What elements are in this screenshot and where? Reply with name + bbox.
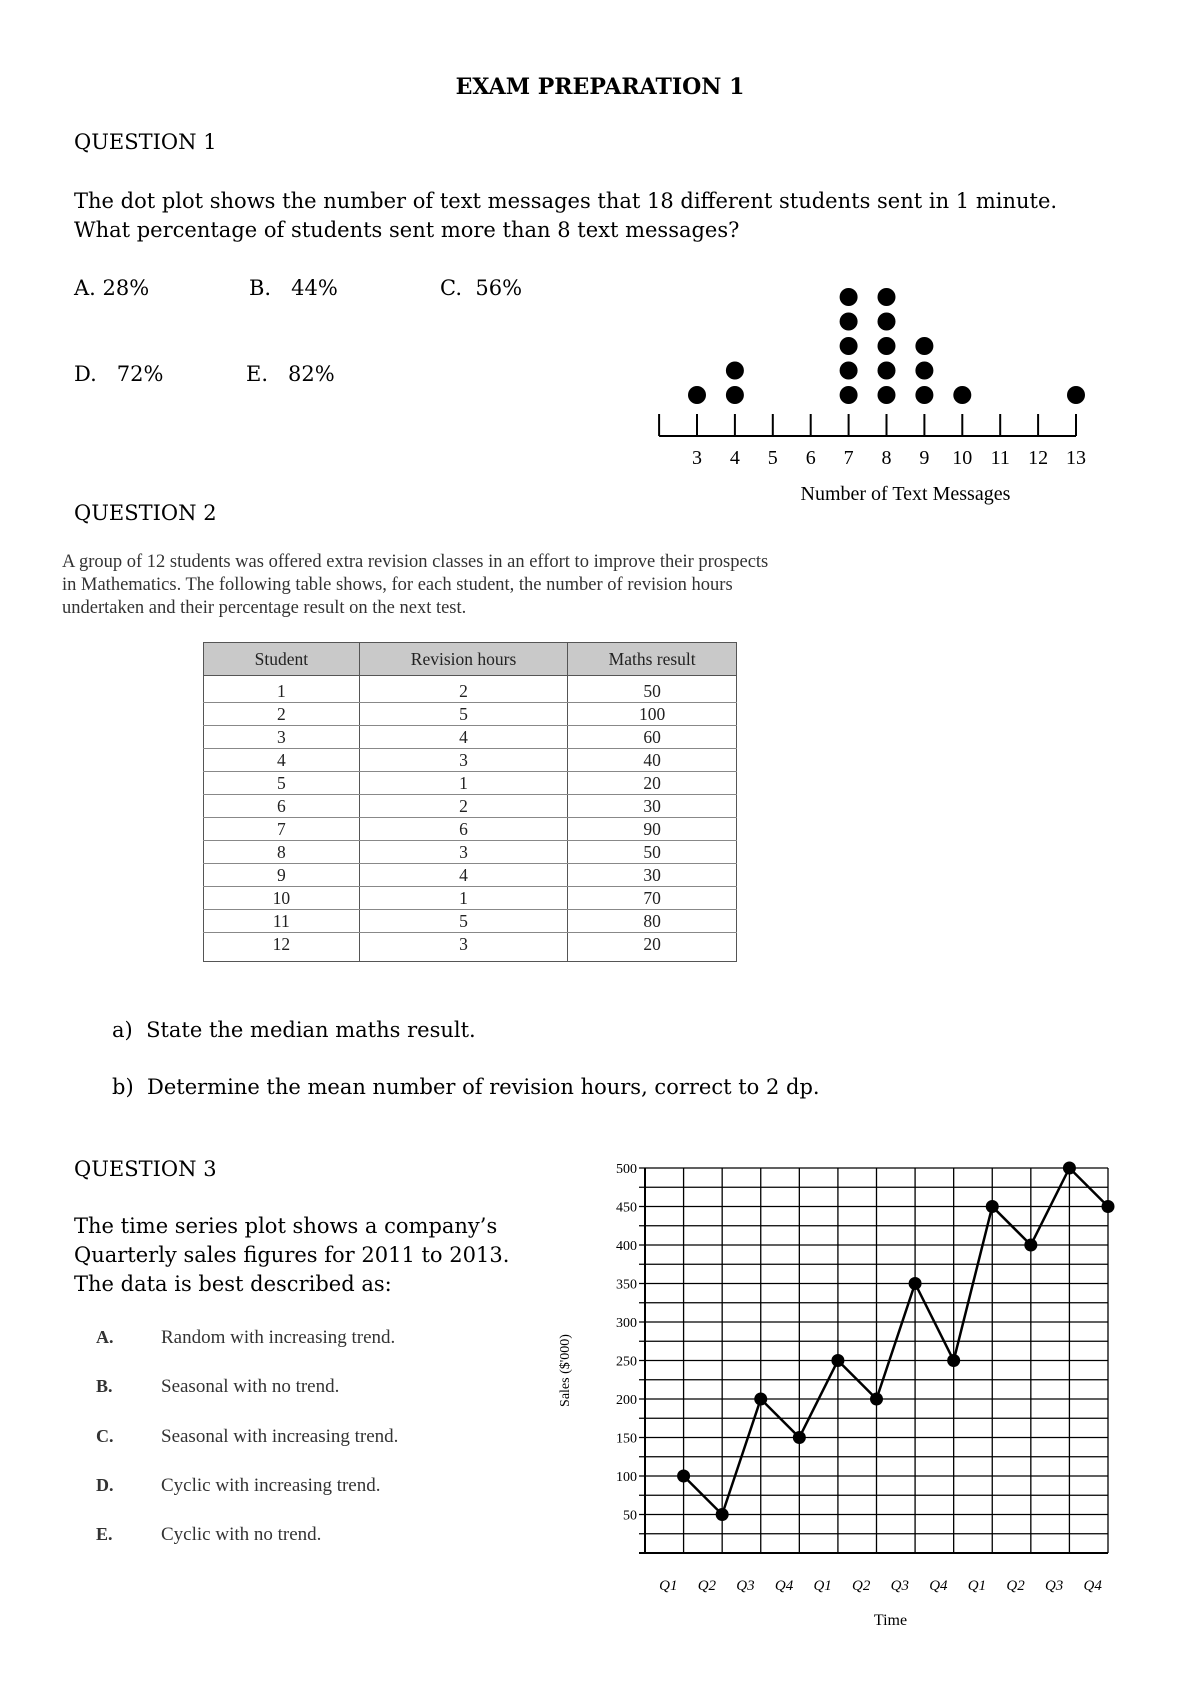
y-tick-label: 200 [616, 1393, 637, 1408]
x-tick-label: Q1 [659, 1578, 678, 1594]
cell-student: 11 [204, 910, 360, 933]
part-label: b) [112, 1075, 134, 1099]
cell-student: 1 [204, 676, 360, 703]
cell-revision-hours: 3 [359, 933, 568, 962]
question-3-text-line2: Quarterly sales figures for 2011 to 2013. [74, 1243, 510, 1267]
dot-plot-tick-label: 5 [767, 447, 778, 469]
page-title: EXAM PREPARATION 1 [455, 74, 745, 100]
part-label: a) [112, 1018, 133, 1042]
question-1-text-line2: What percentage of students sent more than 8 text messages? [74, 218, 740, 242]
cell-student: 9 [204, 864, 360, 887]
option-letter: A. [96, 1327, 114, 1347]
cell-maths-result: 90 [568, 818, 737, 841]
y-tick-label: 50 [623, 1508, 637, 1524]
x-tick-label: Q4 [774, 1578, 794, 1594]
table-header-row [204, 643, 737, 676]
dot-plot-dot [878, 362, 896, 380]
option-value: 56% [475, 276, 523, 300]
y-tick-label: 250 [616, 1354, 637, 1370]
option-value: 72% [116, 362, 164, 386]
cell-student: 2 [204, 703, 360, 726]
cell-maths-result: 50 [568, 676, 737, 703]
option-value: 28% [102, 276, 150, 300]
x-tick-label: Q2 [1006, 1578, 1025, 1594]
series-point [793, 1431, 806, 1444]
series-point [716, 1508, 729, 1521]
dot-plot-tick-label: 12 [1028, 447, 1049, 469]
cell-maths-result: 60 [568, 726, 737, 749]
y-tick-label: 300 [616, 1316, 637, 1331]
time-series-chart [545, 1148, 1120, 1628]
dot-plot-dot [726, 386, 744, 404]
series-point [1102, 1200, 1115, 1213]
option-text: Cyclic with no trend. [161, 1524, 322, 1545]
question-3-text-line1: The time series plot shows a company’s [74, 1214, 498, 1238]
cell-maths-result: 20 [568, 933, 737, 962]
dot-plot-tick-label: 13 [1066, 447, 1086, 469]
option-letter: D. [74, 362, 97, 386]
q1-option-d [74, 362, 163, 386]
dot-plot-tick-label: 7 [843, 447, 854, 469]
cell-revision-hours: 4 [359, 726, 568, 749]
dot-plot-dot [878, 386, 896, 404]
table-row [204, 910, 737, 933]
question-2-part-b [112, 1075, 820, 1099]
cell-revision-hours: 4 [359, 864, 568, 887]
dot-plot-dot [840, 337, 858, 355]
table-row [204, 795, 737, 818]
dot-plot-dot [878, 313, 896, 331]
cell-revision-hours: 3 [359, 749, 568, 772]
x-tick-label: Q4 [1083, 1578, 1102, 1594]
table-row [204, 676, 737, 703]
column-header-revision-hours: Revision hours [359, 643, 568, 676]
option-letter: A. [74, 276, 96, 300]
dot-plot-chart [640, 270, 1110, 520]
x-tick-label: Q1 [967, 1578, 987, 1594]
series-point [870, 1393, 883, 1406]
question-3-text-line3: The data is best described as: [74, 1272, 392, 1296]
dot-plot-dot [688, 386, 706, 404]
dot-plot-tick-label: 11 [990, 447, 1010, 469]
part-text: State the median maths result. [146, 1018, 476, 1042]
series-point [677, 1470, 690, 1483]
question-1-text-line1: The dot plot shows the number of text messages that 18 different students sent in 1 minute. [74, 189, 1058, 213]
column-header-maths-result: Maths result [568, 643, 737, 676]
question-1-heading: QUESTION 1 [74, 130, 217, 154]
x-tick-label: Q3 [890, 1578, 909, 1594]
dot-plot-dot [915, 386, 933, 404]
table-row [204, 933, 737, 962]
series-point [909, 1277, 922, 1290]
cell-revision-hours: 2 [359, 676, 568, 703]
dot-plot-dot [878, 337, 896, 355]
cell-revision-hours: 3 [359, 841, 568, 864]
cell-revision-hours: 6 [359, 818, 568, 841]
series-point [1024, 1239, 1037, 1252]
table-row [204, 841, 737, 864]
dot-plot-dot [840, 362, 858, 380]
cell-student: 3 [204, 726, 360, 749]
cell-student: 4 [204, 749, 360, 772]
dot-plot-dot [840, 288, 858, 306]
table-row [204, 726, 737, 749]
question-2-part-a [112, 1018, 476, 1042]
dot-plot-tick-label: 10 [952, 447, 973, 469]
cell-maths-result: 70 [568, 887, 737, 910]
dot-plot-tick-label: 3 [692, 447, 702, 469]
cell-revision-hours: 1 [359, 772, 568, 795]
option-text: Random with increasing trend. [161, 1327, 396, 1348]
q1-option-e [246, 362, 335, 386]
dot-plot-tick-label: 4 [729, 447, 740, 469]
option-value: 82% [288, 362, 335, 386]
dot-plot-dot [726, 362, 744, 380]
cell-maths-result: 30 [568, 864, 737, 887]
y-tick-label: 400 [616, 1239, 637, 1254]
question-2-heading: QUESTION 2 [74, 501, 217, 525]
y-tick-label: 100 [616, 1470, 637, 1485]
option-letter: E. [246, 362, 269, 386]
q1-option-b [249, 276, 338, 300]
question-2-intro [62, 551, 902, 620]
revision-results-table [203, 642, 737, 962]
dot-plot-dot [840, 386, 858, 404]
table-row [204, 749, 737, 772]
dot-plot-tick-label: 9 [919, 447, 930, 469]
time-series-x-label: Time [873, 1612, 908, 1628]
cell-maths-result: 80 [568, 910, 737, 933]
series-point [947, 1354, 960, 1367]
cell-revision-hours: 2 [359, 795, 568, 818]
dot-plot-dot [915, 337, 933, 355]
cell-maths-result: 30 [568, 795, 737, 818]
question-3-heading: QUESTION 3 [74, 1157, 217, 1181]
option-value: 44% [291, 276, 338, 300]
option-letter: B. [249, 276, 272, 300]
dot-plot-tick-label: 8 [881, 447, 892, 469]
x-tick-label: Q4 [929, 1578, 948, 1594]
option-text: Cyclic with increasing trend. [161, 1475, 381, 1496]
cell-student: 8 [204, 841, 360, 864]
y-tick-label: 350 [616, 1277, 637, 1293]
x-tick-label: Q3 [1044, 1578, 1064, 1594]
cell-student: 12 [204, 933, 360, 962]
part-text: Determine the mean number of revision hours, correct to 2 dp. [147, 1075, 820, 1099]
dot-plot-dot [840, 313, 858, 331]
intro-line: undertaken and their percentage result on the next test. [62, 598, 467, 618]
y-tick-label: 450 [616, 1200, 637, 1216]
cell-maths-result: 40 [568, 749, 737, 772]
x-tick-label: Q1 [813, 1578, 832, 1594]
intro-line: A group of 12 students was offered extra revision classes in an effort to improve their prospects [62, 552, 769, 572]
option-letter: C. [440, 276, 462, 300]
dot-plot-dot [915, 362, 933, 380]
table-row [204, 864, 737, 887]
option-letter: D. [96, 1475, 114, 1495]
cell-maths-result: 20 [568, 772, 737, 795]
time-series-y-label: Sales ($'000) [558, 1334, 573, 1407]
option-text: Seasonal with increasing trend. [161, 1426, 399, 1447]
table-row [204, 703, 737, 726]
cell-revision-hours: 5 [359, 703, 568, 726]
cell-maths-result: 100 [568, 703, 737, 726]
x-tick-label: Q3 [736, 1578, 755, 1594]
option-letter: B. [96, 1376, 113, 1396]
cell-student: 10 [204, 887, 360, 910]
option-letter: C. [96, 1426, 114, 1446]
series-point [831, 1354, 844, 1367]
y-tick-label: 150 [616, 1431, 637, 1447]
series-point [986, 1200, 999, 1213]
dot-plot-dot [878, 288, 896, 306]
y-tick-label: 500 [616, 1162, 637, 1177]
x-tick-label: Q2 [697, 1578, 717, 1594]
q1-option-c [440, 276, 522, 300]
cell-revision-hours: 5 [359, 910, 568, 933]
series-point [754, 1393, 767, 1406]
table-row [204, 818, 737, 841]
dot-plot-dot [953, 386, 971, 404]
q1-option-a [74, 276, 149, 300]
cell-student: 5 [204, 772, 360, 795]
cell-student: 7 [204, 818, 360, 841]
x-tick-label: Q2 [852, 1578, 871, 1594]
dot-plot-dot [1067, 386, 1085, 404]
dot-plot-tick-label: 6 [805, 447, 816, 469]
option-letter: E. [96, 1524, 113, 1544]
dot-plot-x-label: Number of Text Messages [800, 483, 1011, 505]
cell-student: 6 [204, 795, 360, 818]
table-row [204, 772, 737, 795]
series-point [1063, 1162, 1076, 1175]
option-text: Seasonal with no trend. [161, 1376, 340, 1397]
table-row [204, 887, 737, 910]
column-header-student: Student [204, 643, 360, 676]
intro-line: in Mathematics. The following table shows, for each student, the number of revision hours [62, 575, 733, 595]
cell-maths-result: 50 [568, 841, 737, 864]
cell-revision-hours: 1 [359, 887, 568, 910]
